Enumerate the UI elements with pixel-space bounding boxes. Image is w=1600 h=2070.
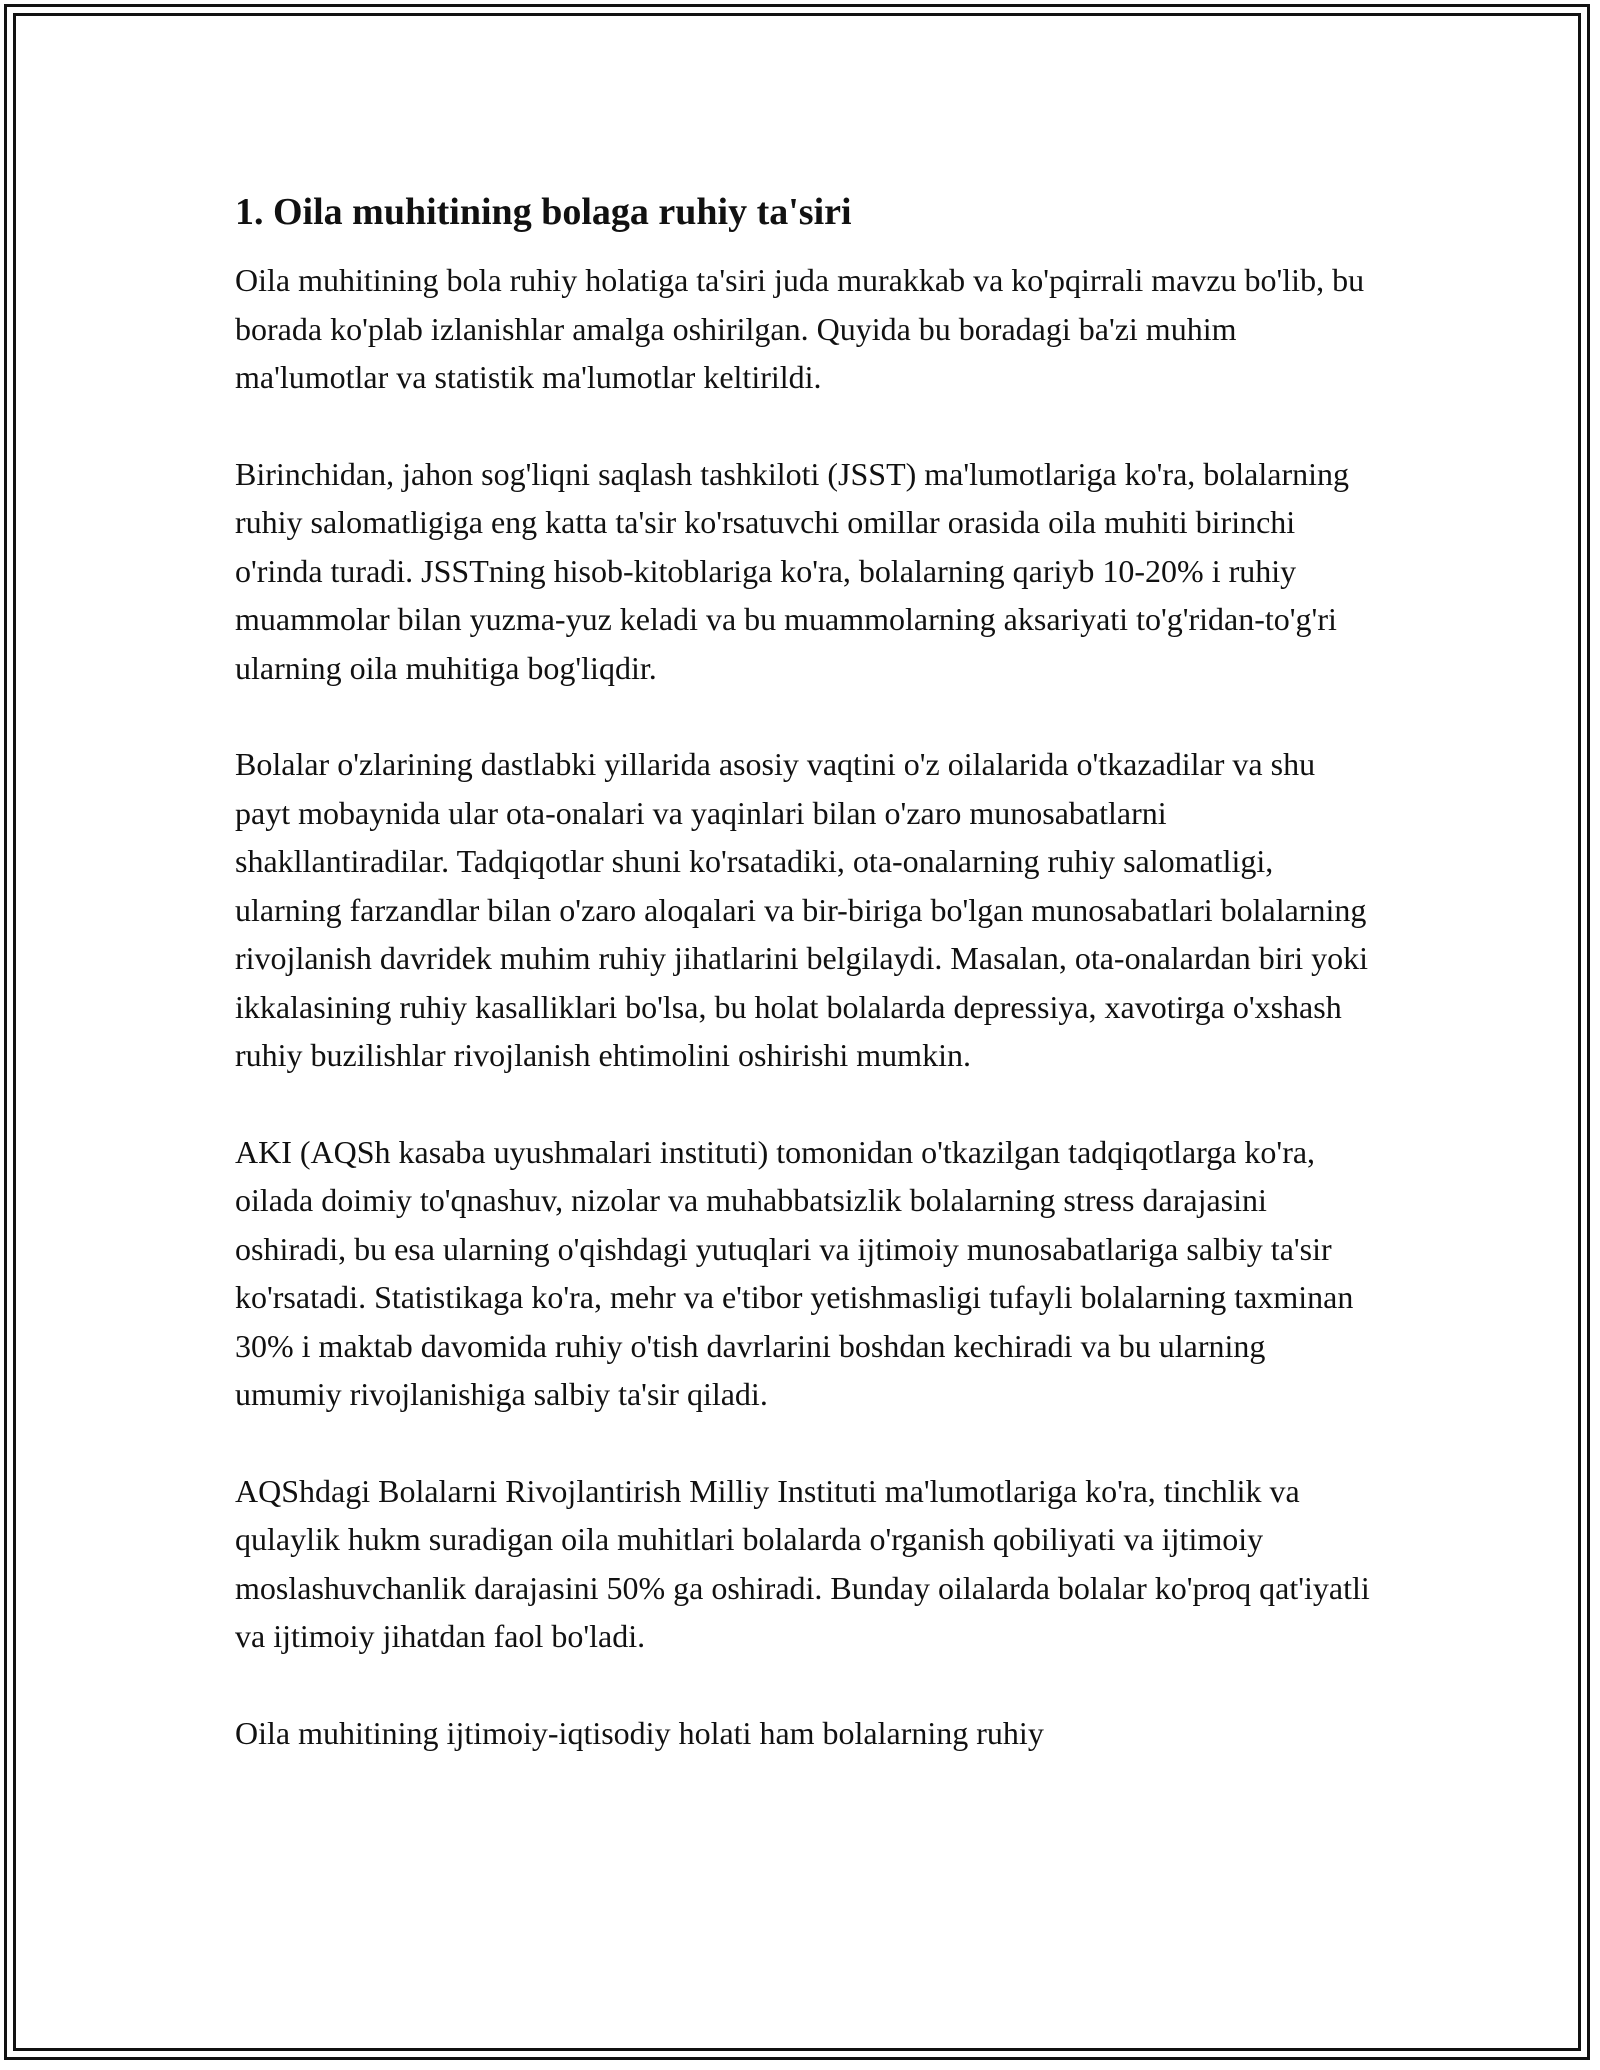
section-heading: 1. Oila muhitining bolaga ruhiy ta'siri: [235, 191, 852, 233]
paragraph-early-years: Bolalar o'zlarining dastlabki yillarida asosiy vaqtini o'z oilalarida o'tkazadilar va shu payt mobaynida ular ota-onalari va yaqinlari bilan o'zaro munosabatlarni shakllantiradilar. Tadqiqotlar shuni ko'rsatadiki, ota-onalarning ruhiy salomatligi, ularning farzandlar bilan o'zaro aloqalari va bir-biriga bo'lgan munosabatlari bolalarning rivojlanish davridek muhim ruhiy jihatlarini belgilaydi. Masalan, ota-onalardan biri yoki ikkalasining ruhiy kasalliklari bo'lsa, bu holat bolalarda depressiya, xavotirga o'xshash ruhiy buzilishlar rivojlanish ehtimolini oshirishi mumkin.: [235, 746, 1369, 1073]
paragraph-socioeconomic: Oila muhitining ijtimoiy-iqtisodiy holati ham bolalarning ruhiy: [235, 1714, 1044, 1751]
document-body: [235, 186, 1375, 1757]
paragraph-national-institute: AQShdagi Bolalarni Rivojlantirish Milliy Instituti ma'lumotlariga ko'ra, tinchlik va qulaylik hukm suradigan oila muhitlari bolalarda o'rganish qobiliyati va ijtimoiy moslashuvchanlik darajasini 50% ga oshiradi. Bunday oilalarda bolalar ko'proq qat'iyatli va ijtimoiy jihatdan faol bo'ladi.: [235, 1472, 1370, 1654]
paragraph-who-statistics: Birinchidan, jahon sog'liqni saqlash tashkiloti (JSST) ma'lumotlariga ko'ra, bolalarning ruhiy salomatligiga eng katta ta'sir ko'rsatuvchi omillar orasida oila muhiti birinchi o'rinda turadi. JSSTning hisob-kitoblariga ko'ra, bolalarning qariyb 10-20% i ruhiy muammolar bilan yuzma-yuz keladi va bu muammolarning aksariyati to'g'ridan-to'g'ri ularning oila muhitiga bog'liqdir.: [235, 455, 1350, 686]
paragraph-intro: Oila muhitining bola ruhiy holatiga ta'siri juda murakkab va ko'pqirrali mavzu bo'lib, bu borada ko'plab izlanishlar amalga oshirilgan. Quyida bu boradagi ba'zi muhim ma'lumotlar va statistik ma'lumotlar keltirildi.: [235, 262, 1365, 395]
paragraph-aki-research: AKI (AQSh kasaba uyushmalari instituti) tomonidan o'tkazilgan tadqiqotlarga ko'ra, oilada doimiy to'qnashuv, nizolar va muhabbatsizlik bolalarning stress darajasini oshiradi, bu esa ularning o'qishdagi yutuqlari va ijtimoiy munosabatlariga salbiy ta'sir ko'rsatadi. Statistikaga ko'ra, mehr va e'tibor yetishmasligi tufayli bolalarning taxminan 30% i maktab davomida ruhiy o'tish davrlarini boshdan kechiradi va bu ularning umumiy rivojlanishiga salbiy ta'sir qiladi.: [235, 1133, 1354, 1412]
